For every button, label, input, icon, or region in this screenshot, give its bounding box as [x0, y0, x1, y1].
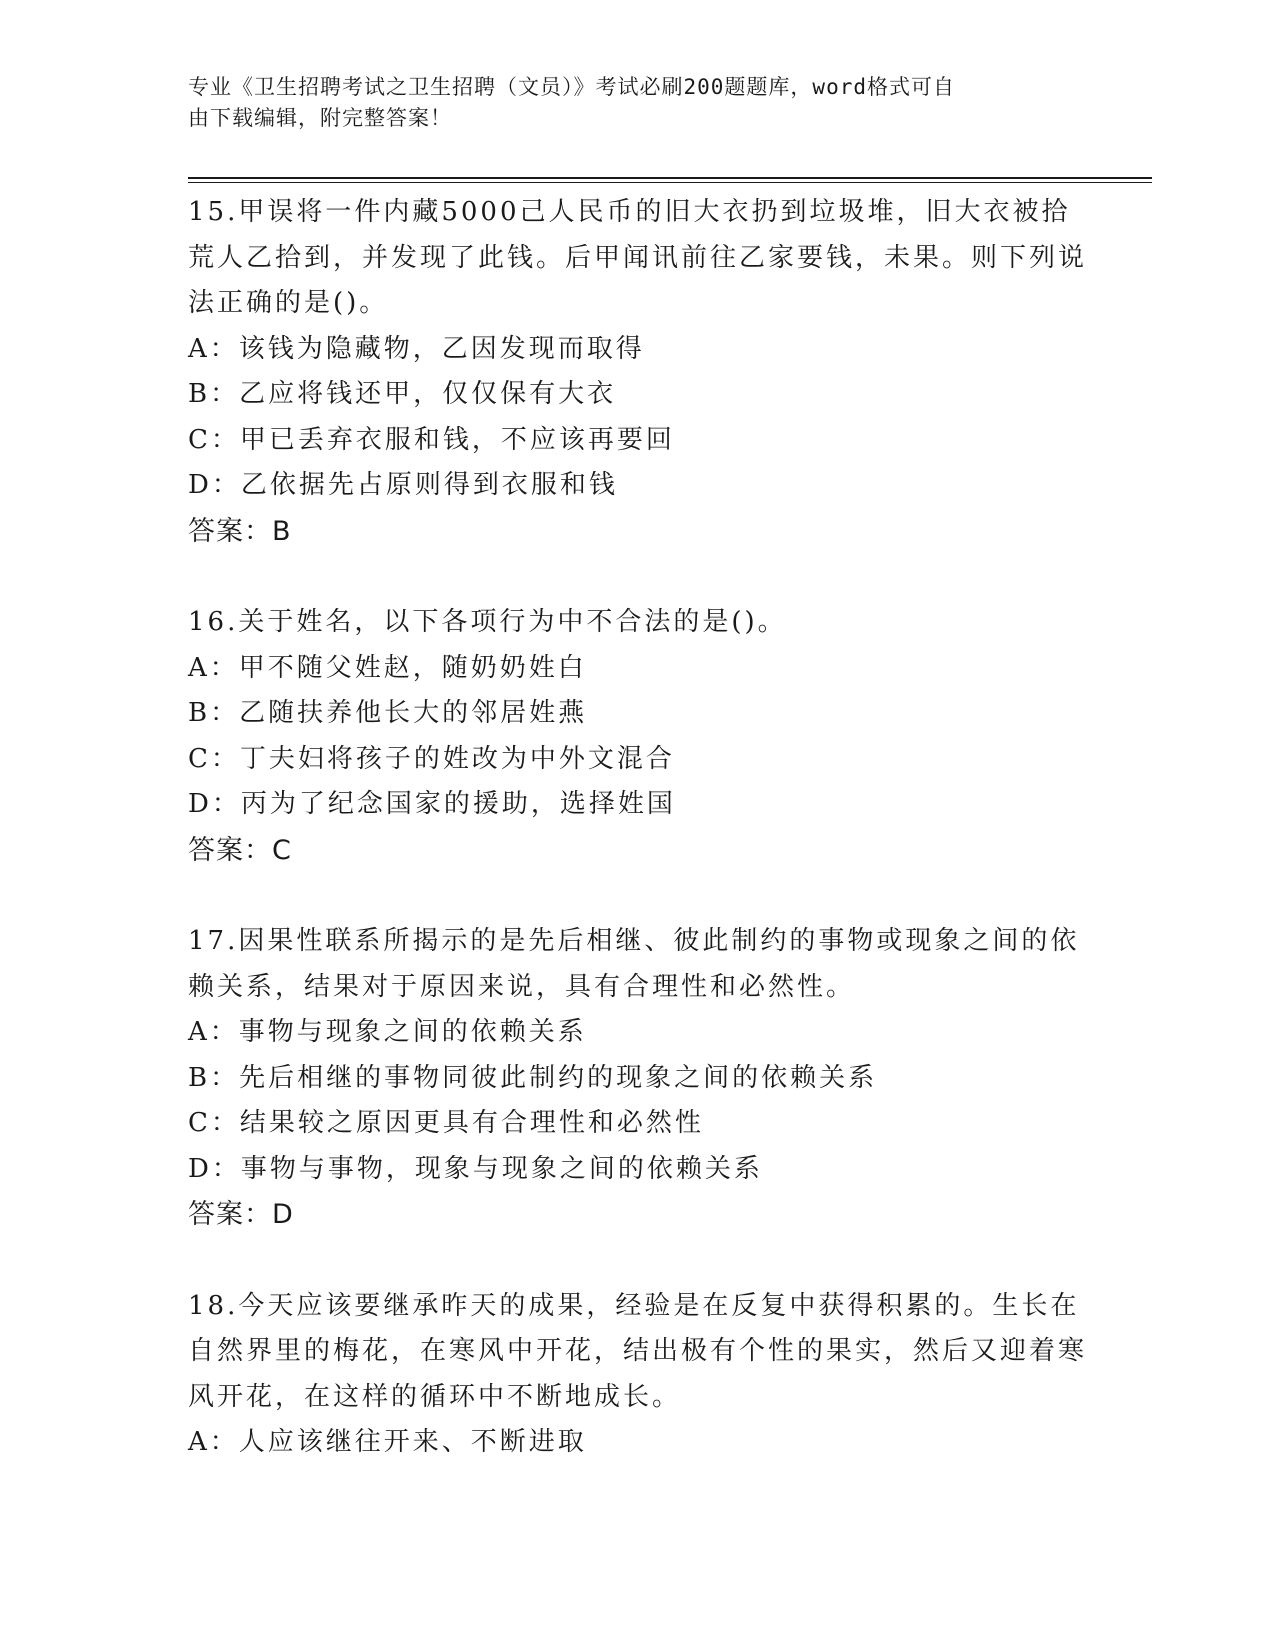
header-line-1: 专业《卫生招聘考试之卫生招聘（文员）》考试必刷200题题库，word格式可自 [188, 75, 955, 99]
question-16 [188, 600, 1088, 873]
option-b: B：先后相继的事物同彼此制约的现象之间的依赖关系 [188, 1062, 878, 1093]
option-d: D：丙为了纪念国家的援助，选择姓国 [188, 789, 676, 819]
question-text: 16.关于姓名，以下各项行为中不合法的是()。 [188, 607, 787, 637]
header-divider-thick [188, 177, 1152, 179]
option-c: C：结果较之原因更具有合理性和必然性 [188, 1108, 704, 1138]
document-header [188, 72, 1088, 134]
option-c: C：丁夫妇将孩子的姓改为中外文混合 [188, 743, 675, 774]
option-a: A：人应该继往开来、不断进取 [188, 1427, 587, 1457]
question-17 [188, 919, 1088, 1238]
option-b: B：乙随扶养他长大的邻居姓燕 [188, 698, 588, 728]
option-a: A：甲不随父姓赵，随奶奶姓白 [188, 652, 587, 683]
question-15 [188, 190, 1088, 554]
option-a: A：事物与现象之间的依赖关系 [188, 1017, 587, 1047]
question-text: 15.甲误将一件内藏5000己人民币的旧大衣扔到垃圾堆，旧大衣被拾荒人乙拾到，并发现了此钱。后甲闻讯前往乙家要钱，未果。则下列说法正确的是()。 [188, 197, 1088, 318]
answer-label: 答案：B [188, 515, 292, 547]
header-line-2: 由下载编辑，附完整答案！ [188, 106, 452, 130]
option-d: D：事物与事物，现象与现象之间的依赖关系 [188, 1153, 763, 1184]
option-d: D：乙依据先占原则得到衣服和钱 [188, 470, 618, 500]
question-18 [188, 1284, 1088, 1466]
question-text: 17.因果性联系所揭示的是先后相继、彼此制约的事物或现象之间的依赖关系，结果对于原因来说，具有合理性和必然性。 [188, 926, 1080, 1002]
option-a: A：该钱为隐藏物，乙因发现而取得 [188, 333, 645, 364]
answer-label: 答案：C [188, 834, 292, 866]
option-c: C：甲已丢弃衣服和钱，不应该再要回 [188, 424, 675, 455]
option-b: B：乙应将钱还甲，仅仅保有大衣 [188, 379, 617, 409]
question-list [188, 190, 1088, 1512]
header-divider-thin [188, 182, 1152, 183]
question-text: 18.今天应该要继承昨天的成果，经验是在反复中获得积累的。生长在自然界里的梅花，在寒风中开花，结出极有个性的果实，然后又迎着寒风开花，在这样的循环中不断地成长。 [188, 1290, 1088, 1412]
answer-label: 答案：D [188, 1199, 294, 1230]
